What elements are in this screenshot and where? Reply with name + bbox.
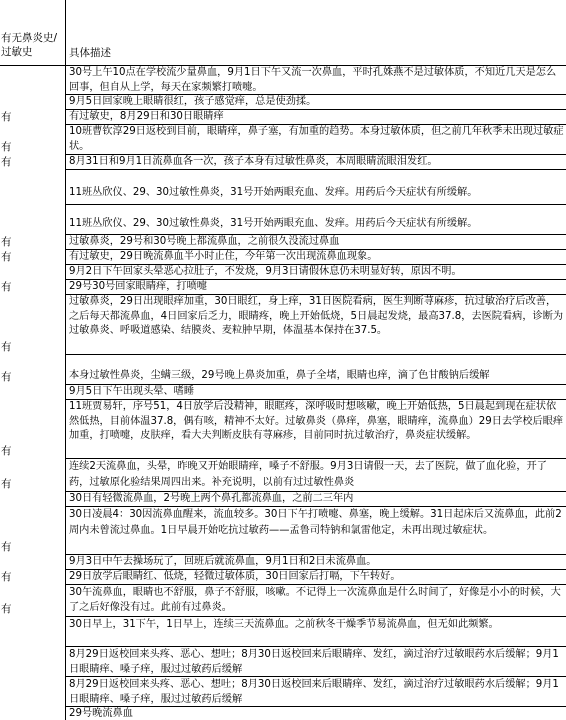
history-cell[interactable]: [0, 265, 66, 280]
table-row: [0, 555, 566, 570]
table-row: [0, 95, 566, 110]
history-cell[interactable]: 有: [0, 459, 66, 492]
history-cell[interactable]: 有: [0, 250, 66, 265]
history-cell[interactable]: [0, 66, 66, 95]
description-cell[interactable]: 9月3日中午去操场玩了，回班后就流鼻血，9月1日和2日未流鼻血。: [66, 555, 566, 570]
history-cell[interactable]: 有: [0, 125, 66, 155]
history-cell[interactable]: [0, 617, 66, 647]
table-row: [0, 265, 566, 280]
description-cell[interactable]: 9月5日下午出现头晕、嗜睡: [66, 385, 566, 400]
header-description-label: 具体描述: [69, 47, 111, 59]
table-row: [0, 280, 566, 295]
description-cell[interactable]: 29日放学后眼睛红、低烧，轻微过敏体质，30日回家后打嗝，下午转好。: [66, 570, 566, 585]
history-cell[interactable]: [0, 492, 66, 507]
table-row: [0, 507, 566, 555]
history-cell[interactable]: [0, 707, 66, 720]
table-row: [0, 110, 566, 125]
description-cell[interactable]: 过敏鼻炎，29号和30号晚上都流鼻血，之前很久没流过鼻血: [66, 235, 566, 250]
history-cell[interactable]: [0, 555, 66, 570]
description-cell[interactable]: 30日早上，31下午，1日早上，连续三天流鼻血。之前秋冬干燥季节易流鼻血，但无如此频繁。: [66, 617, 566, 647]
history-cell[interactable]: 有: [0, 585, 66, 617]
description-cell[interactable]: 连续2天流鼻血，头晕，昨晚又开始眼睛痒，嗓子不舒服。9月3日请假一天，去了医院，做了血化验，开了药，过敏原化验结果周四出来。补充说明，以前有过过敏性鼻炎: [66, 459, 566, 492]
description-cell[interactable]: 30午流鼻血，眼睛也不舒服，鼻子不舒服，咳嗽。不记得上一次流鼻血是什么时间了，好像是小小的时候，大了之后好像没有过。此前有过鼻炎。: [66, 585, 566, 617]
description-cell[interactable]: 11班贾易轩，序号51，4日放学后没精神，眼眶疼，深呼吸时想咳嗽，晚上开始低热，5日晨起到现在症状依然低热，目前体温37.8，偶有咳，精神不太好。过敏鼻炎（鼻痒，鼻塞，眼睛痒，流鼻血）29日去学校后眼痒加重，打喷嚏，皮肤痒，看大夫判断皮肤有荨麻疹，目前同时抗过敏治疗，鼻炎症状缓解。: [66, 400, 566, 459]
description-cell[interactable]: 9月2日下午回家头晕恶心拉肚子，不发烧，9月3日请假休息仍未明显好转，原因不明。: [66, 265, 566, 280]
description-cell[interactable]: 过敏鼻炎，29日出现眼痒加重，30日眼红，身上痒，31日医院看病，医生判断荨麻疹，抗过敏治疗后改善，之后每天都流鼻血，4日回家后乏力，眼睛疼，晚上开始低烧，5日晨起发烧，最高37.8，去医院看病，诊断为过敏鼻炎、呼吸道感染、结膜炎、麦粒肿早期，体温基本保持在37.5。: [66, 295, 566, 355]
header-row: [0, 0, 566, 66]
table-row: [0, 707, 566, 720]
table-row: [0, 355, 566, 385]
history-cell[interactable]: 有: [0, 295, 66, 355]
description-cell[interactable]: 8月29日返校回来头疼、恶心、想吐；8月30日返校回来后眼睛痒、发红，滴过治疗过敏眼药水后缓解；9月1日眼睛痒、嗓子痒，服过过敏药后缓解: [66, 677, 566, 707]
table-row: [0, 250, 566, 265]
header-history-label: 有无鼻炎史/过敏史: [1, 32, 58, 58]
history-cell[interactable]: 有: [0, 570, 66, 585]
table-row: [0, 647, 566, 677]
table-row: [0, 677, 566, 707]
description-cell[interactable]: 30日有轻微流鼻血，2号晚上两个鼻孔都流鼻血，之前二三年内: [66, 492, 566, 507]
table-row: [0, 459, 566, 492]
header-cell-history[interactable]: [0, 0, 66, 66]
description-cell[interactable]: 有过敏史，29日晚流鼻血半小时止住，今年第一次出现流鼻血现象。: [66, 250, 566, 265]
description-cell[interactable]: 8月29日返校回来头疼、恶心、想吐；8月30日返校回来后眼睛痒、发红，滴过治疗过敏眼药水后缓解；9月1日眼睛痒、嗓子痒，服过过敏药后缓解: [66, 647, 566, 677]
description-cell[interactable]: 9月5日回家晚上眼睛很红，孩子感觉痒，总是使劲揉。: [66, 95, 566, 110]
table-row: [0, 125, 566, 155]
history-cell[interactable]: [0, 677, 66, 707]
table-row: [0, 66, 566, 95]
history-cell[interactable]: [0, 647, 66, 677]
history-cell[interactable]: 有: [0, 235, 66, 250]
table-row: [0, 617, 566, 647]
description-cell[interactable]: 29号晚流鼻血: [69, 708, 133, 719]
table-row: [0, 295, 566, 355]
description-cell[interactable]: 8月31日和9月1日流鼻血各一次，孩子本身有过敏性鼻炎，本周眼睛流眼泪发红。: [66, 155, 566, 170]
table-row: [0, 205, 566, 235]
history-cell[interactable]: [0, 170, 66, 205]
table-row: [0, 492, 566, 507]
description-cell[interactable]: 30号上午10点在学校流少量鼻血，9月1日下午又流一次鼻血，平时孔姝燕不是过敏体质，不知近几天是怎么回事，但自从上学，每天在家频繁打喷嚏。: [66, 66, 566, 95]
table-row: [0, 585, 566, 617]
table-row: [0, 385, 566, 400]
history-cell[interactable]: [0, 95, 66, 110]
description-cell[interactable]: 11班丛欣仪、29、30过敏性鼻炎，31号开始两眼充血、发痒。用药后今天症状有所缓解。: [66, 205, 566, 235]
description-cell[interactable]: 29号30号回家眼睛痒，打喷嚏: [66, 280, 566, 295]
table-row: [0, 235, 566, 250]
history-cell[interactable]: 有: [0, 280, 66, 295]
table-row: [0, 155, 566, 170]
description-cell[interactable]: 10班曹钦淳29日返校到目前，眼睛痒，鼻子塞，有加重的趋势。本身过敏体质，但之前几年秋季未出现过敏症状。: [66, 125, 566, 155]
history-cell[interactable]: 有: [0, 400, 66, 459]
history-cell[interactable]: [0, 205, 66, 235]
table-row: [0, 400, 566, 459]
history-cell[interactable]: 有: [0, 155, 66, 170]
history-cell[interactable]: [0, 385, 66, 400]
description-cell[interactable]: 本身过敏性鼻炎，尘螨三级，29号晚上鼻炎加重，鼻子全堵，眼睛也痒，滴了色甘酸钠后缓解: [66, 355, 566, 385]
history-cell[interactable]: 有: [0, 110, 66, 125]
description-cell[interactable]: 30日凌晨4：30因流鼻血醒来，流血较多。30日下午打喷嚏、鼻塞，晚上缓解。31日起床后又流鼻血，此前2周内未曾流过鼻血。1日早晨开始吃抗过敏药——孟鲁司特钠和氯雷他定，未再出现过敏症状。: [66, 507, 566, 555]
description-cell[interactable]: 有过敏史，8月29日和30日眼睛痒: [66, 110, 566, 125]
table-row: [0, 170, 566, 205]
description-cell[interactable]: 11班丛欣仪、29、30过敏性鼻炎，31号开始两眼充血、发痒。用药后今天症状有所缓解。: [66, 170, 566, 205]
history-cell[interactable]: 有: [0, 507, 66, 555]
table-row: [0, 570, 566, 585]
history-cell[interactable]: 有: [0, 355, 66, 385]
header-cell-description[interactable]: [66, 0, 566, 66]
